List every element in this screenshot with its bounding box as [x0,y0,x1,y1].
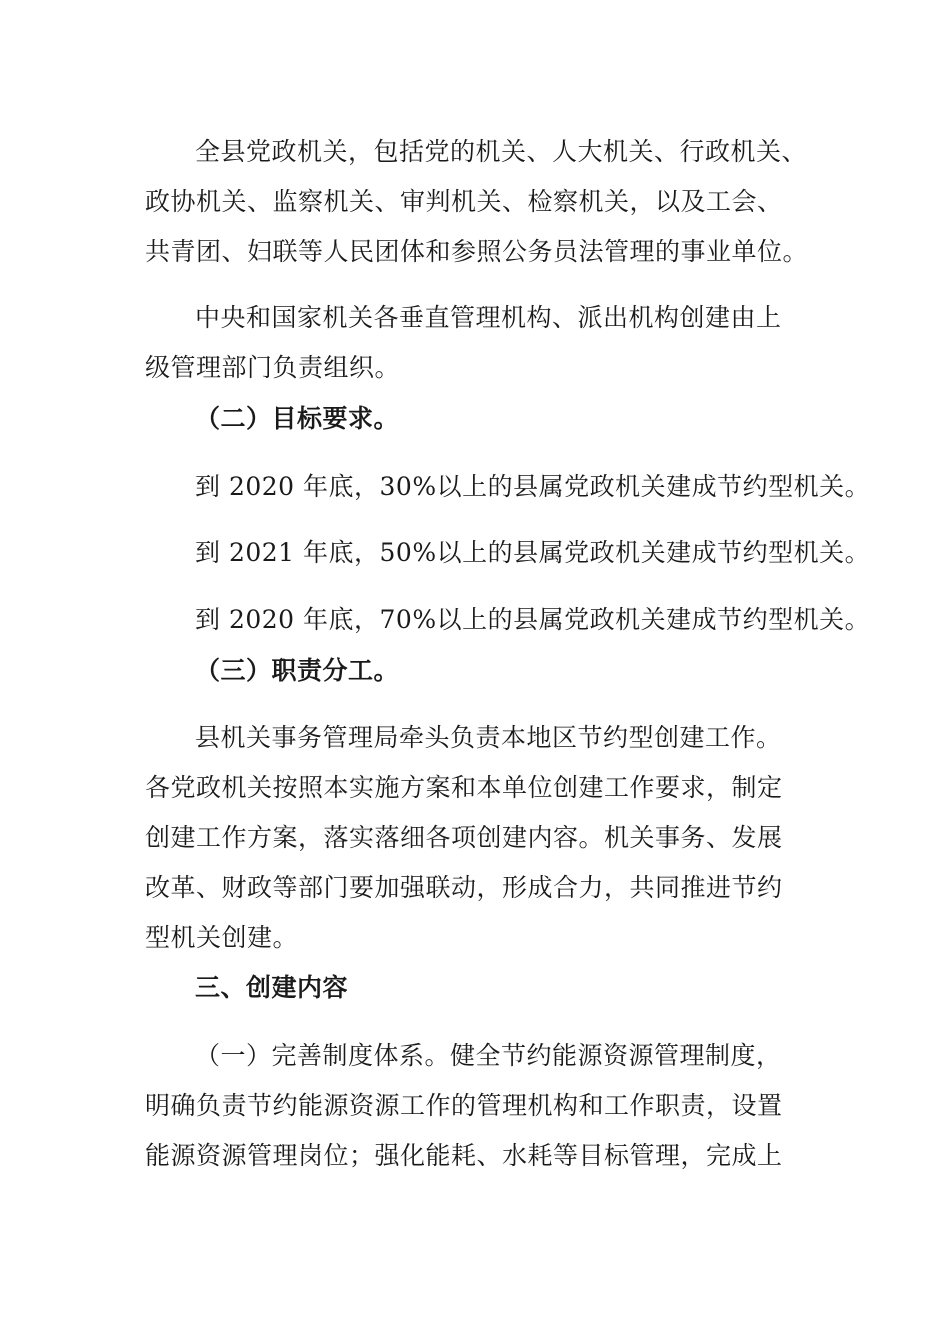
para1-line-3: 共青团、妇联等人民团体和参照公务员法管理的事业单位。 [145,237,809,266]
heading-content: 三、创建内容 [195,973,349,1002]
para2-line-1: 中央和国家机关各垂直管理机构、派出机构创建由上 [195,303,782,332]
heading-goals: （二）目标要求。 [195,404,400,433]
goal-2021-50: 到 2021 年底，50%以上的县属党政机关建成节约型机关。 [195,538,871,567]
para3-line-3: 创建工作方案，落实落细各项创建内容。机关事务、发展 [145,823,783,852]
para1-line-1: 全县党政机关，包括党的机关、人大机关、行政机关、 [195,137,808,166]
para4-line-2: 明确负责节约能源资源工作的管理机构和工作职责，设置 [145,1091,783,1120]
para2-line-2: 级管理部门负责组织。 [145,353,401,382]
para1-line-2: 政协机关、监察机关、审判机关、检察机关，以及工会、 [145,187,783,216]
heading-duties: （三）职责分工。 [195,656,400,685]
goal-2020-70: 到 2020 年底，70%以上的县属党政机关建成节约型机关。 [195,605,871,634]
para4-line-1: （一）完善制度体系。健全节约能源资源管理制度， [195,1041,782,1070]
para3-line-1: 县机关事务管理局牵头负责本地区节约型创建工作。 [195,723,782,752]
para3-line-4: 改革、财政等部门要加强联动，形成合力，共同推进节约 [145,873,783,902]
goal-2020-30: 到 2020 年底，30%以上的县属党政机关建成节约型机关。 [195,472,871,501]
para3-line-2: 各党政机关按照本实施方案和本单位创建工作要求，制定 [145,773,783,802]
para4-line-3: 能源资源管理岗位；强化能耗、水耗等目标管理，完成上 [145,1141,783,1170]
para3-line-5: 型机关创建。 [145,923,299,952]
